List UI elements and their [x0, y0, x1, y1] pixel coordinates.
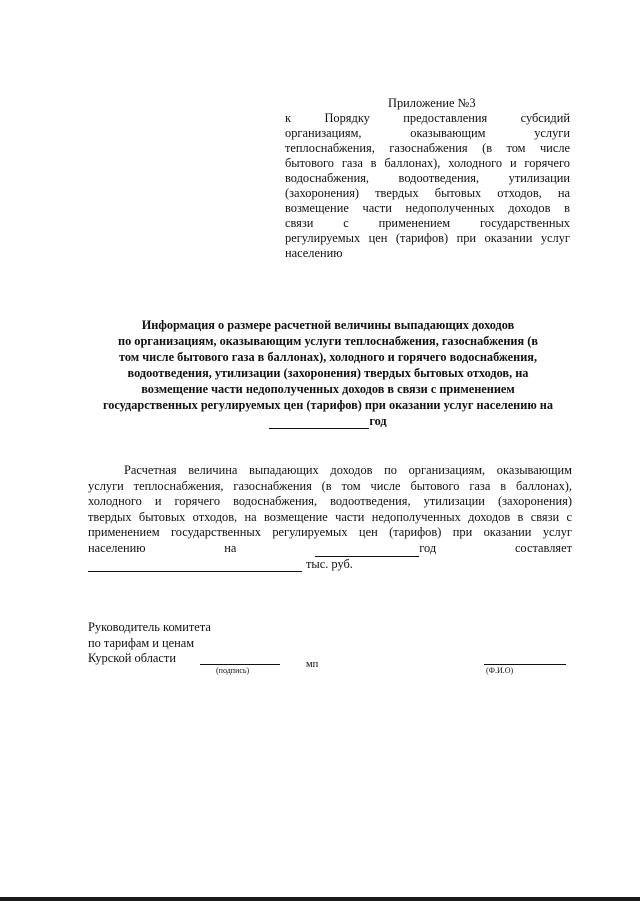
body-paragraph: [88, 463, 572, 572]
year-blank-field[interactable]: [269, 416, 369, 429]
appendix-line: регулируемых цен (тарифов) при оказании услуг: [285, 231, 570, 245]
body-line-year: [88, 541, 572, 557]
body-word: на: [224, 540, 237, 555]
appendix-line: бытового газа в баллонах), холодного и горячего: [285, 156, 570, 170]
heading-line: по организациям, оказывающим услуги теплоснабжения, газоснабжения (в: [118, 334, 538, 348]
signature-block: [88, 620, 211, 667]
appendix-line: возмещение части недополученных доходов в: [285, 201, 570, 215]
heading-year-line: [78, 413, 578, 429]
body-word: составляет: [514, 540, 572, 555]
appendix-line: к Порядку предоставления субсидий: [285, 111, 570, 125]
signature-line[interactable]: [200, 664, 280, 665]
heading-line: Информация о размере расчетной величины выпадающих доходов: [141, 318, 515, 332]
heading-line: возмещение части недополученных доходов в связи с применением: [141, 382, 515, 396]
body-word: год: [419, 540, 437, 555]
signer-title-line: по тарифам и ценам: [88, 635, 195, 650]
body-line-amount: [88, 557, 572, 573]
name-caption: (Ф.И.О): [486, 666, 514, 675]
appendix-line: теплоснабжения, газоснабжения (в том числе: [285, 141, 570, 155]
signer-title-line: Курской области: [88, 651, 176, 665]
document-heading: [78, 317, 578, 429]
heading-line: водоотведения, утилизации (захоронения) твердых бытовых отходов, на: [127, 366, 529, 380]
appendix-title: Приложение №3: [388, 96, 476, 110]
body-line: холодного и горячего водоснабжения, водоотведения, утилизации (захоронения): [88, 494, 572, 509]
appendix-line: связи с применением государственных: [285, 216, 570, 230]
body-year-blank-field[interactable]: [315, 544, 419, 557]
amount-blank-field[interactable]: [88, 559, 302, 572]
heading-line: государственных регулируемых цен (тарифов) при оказании услуг населению на: [102, 398, 554, 412]
body-year-group: [315, 541, 436, 557]
appendix-line: населению: [285, 246, 343, 260]
body-line: твердых бытовых отходов, на возмещение части недополученных доходов в связи с: [88, 509, 572, 524]
body-word: населению: [88, 540, 146, 555]
scan-edge: [0, 897, 640, 901]
appendix-line: организациям, оказывающим услуги: [285, 126, 570, 140]
body-line: Расчетная величина выпадающих доходов по организациям, оказывающим: [124, 463, 572, 477]
appendix-line: (захоронения) твердых бытовых отходов, на: [285, 186, 570, 200]
signer-title-line: Руководитель комитета: [88, 620, 211, 634]
body-line: применением государственных регулируемых цен (тарифов) при оказании услуг: [88, 525, 572, 540]
body-line: услуги теплоснабжения, газоснабжения (в том числе бытового газа в баллонах),: [88, 478, 572, 493]
name-line[interactable]: [484, 664, 566, 665]
appendix-block: [285, 96, 570, 261]
signature-caption: (подпись): [216, 666, 250, 675]
stamp-place: мп: [306, 659, 319, 670]
heading-year-word: год: [369, 414, 387, 428]
heading-line: том числе бытового газа в баллонах), холодного и горячего водоснабжения,: [118, 350, 538, 364]
appendix-line: водоснабжения, водоотведения, утилизации: [285, 171, 570, 185]
amount-unit: тыс. руб.: [306, 556, 353, 571]
